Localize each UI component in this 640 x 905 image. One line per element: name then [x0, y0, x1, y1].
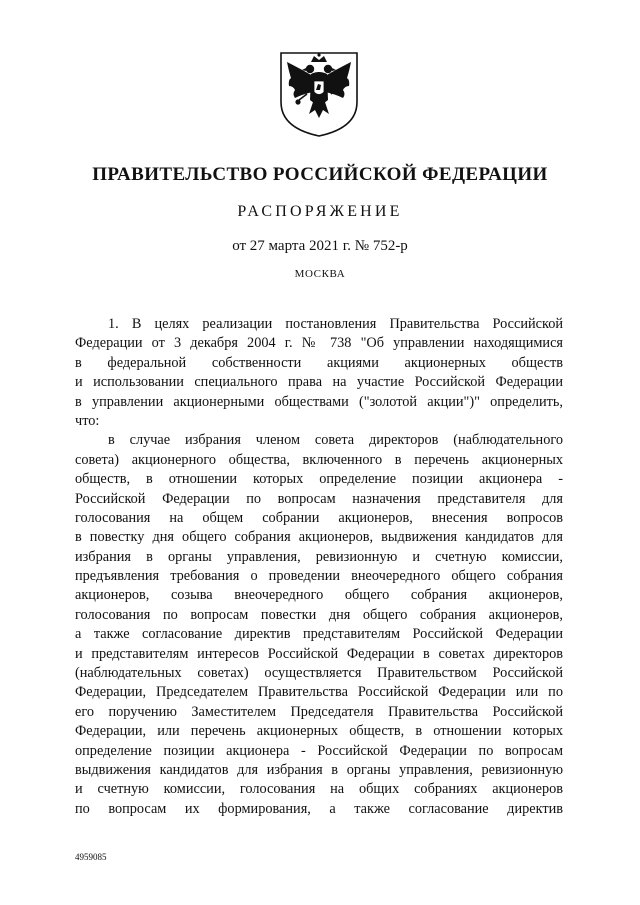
body-line: обществ, в отношении которых определение позиции акционера - [75, 471, 563, 488]
document-date-number: от 27 марта 2021 г. № 752-р [232, 238, 408, 254]
body-line: и использовании специального права на участие Российской Федерации [75, 374, 563, 391]
body-line: Федерации, Председателем Правительства Российской Федерации или по [75, 684, 563, 701]
body-line: Федерации, или перечень акционерных обществ, в отношении которых [75, 723, 563, 740]
body-line: совета) акционерного общества, включенного в перечень акционерных [75, 451, 563, 468]
government-title: ПРАВИТЕЛЬСТВО РОССИЙСКОЙ ФЕДЕРАЦИИ [92, 164, 548, 185]
body-line: и представителям интересов Российской Федерации в советах директоров [75, 645, 563, 662]
body-line: акционеров, созыва внеочередного общего собрания акционеров, [75, 587, 563, 604]
document-body [75, 315, 563, 819]
body-line: выдвижения кандидатов для избрания в органы управления, ревизионную [75, 761, 563, 778]
document-type: РАСПОРЯЖЕНИЕ [237, 203, 403, 220]
body-line: избрания в органы управления, ревизионную и счетную комиссии, [75, 548, 563, 565]
body-line: а также согласование директив представителям Российской Федерации [75, 626, 563, 643]
body-line: Федерации от 3 декабря 2004 г. № 738 "Об управлении находящимися [75, 335, 563, 352]
body-line: в федеральной собственности акциями акционерных обществ [75, 354, 563, 371]
body-line: (наблюдательных советах) осуществляется Правительством Российской [75, 665, 563, 682]
coat-of-arms-emblem [277, 50, 361, 138]
body-line: 1. В целях реализации постановления Правительства Российской [108, 316, 563, 332]
document-id: 4959085 [75, 852, 107, 862]
body-line: и счетную комиссии, голосования на общих собраниях акционеров [75, 781, 563, 798]
document-city: МОСКВА [294, 268, 346, 280]
body-line: по вопросам их формирования, а также согласование директив [75, 800, 563, 817]
body-line: предъявления требования о проведении внеочередного общего собрания [75, 568, 563, 585]
body-line: определение позиции акционера - Российской Федерации по вопросам [75, 742, 563, 759]
body-line: его поручению Заместителем Председателя Правительства Российской [75, 703, 563, 720]
body-line: что: [75, 412, 100, 429]
body-line: в управлении акционерными обществами ("золотой акции")" определить, [75, 393, 563, 410]
body-line: голосования по вопросам повестки дня общего собрания акционеров, [75, 606, 563, 623]
body-line: голосования на общем собрании акционеров, внесения вопросов [75, 509, 563, 526]
body-line: в повестку дня общего собрания акционеров, выдвижения кандидатов для [75, 529, 563, 546]
body-line: Российской Федерации по вопросам назначения представителя для [75, 490, 563, 507]
body-line: в случае избрания членом совета директоров (наблюдательного [108, 432, 563, 449]
